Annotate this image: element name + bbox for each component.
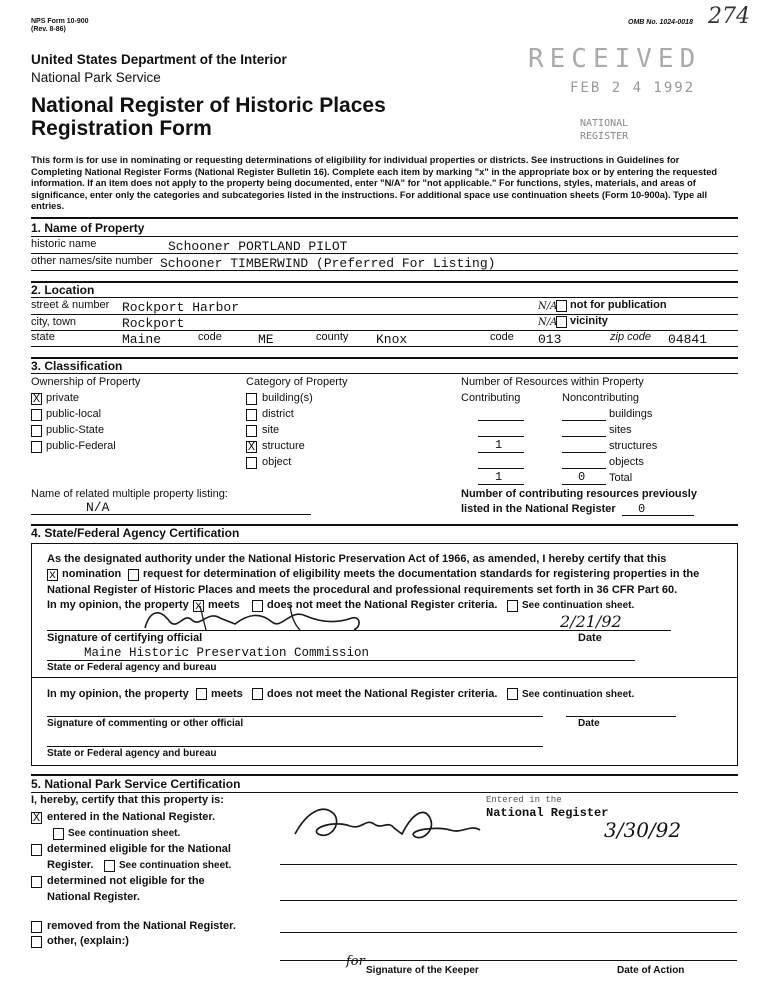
meets2-label: meets xyxy=(211,688,243,700)
category-district-checkbox[interactable] xyxy=(246,409,257,421)
divider xyxy=(47,630,671,631)
structures-contributing-value[interactable]: 1 xyxy=(495,438,503,452)
row-sites: sites xyxy=(609,424,632,436)
section-4-heading: 4. State/Federal Agency Certification xyxy=(31,526,240,540)
entered-continuation-checkbox[interactable] xyxy=(53,828,64,840)
keeper-for-prefix: for xyxy=(346,954,365,969)
ownership-public-federal-label: public-Federal xyxy=(46,440,116,452)
divider xyxy=(478,452,524,453)
date-of-action-label: Date of Action xyxy=(617,965,685,976)
stamp-register-line1: NATIONAL xyxy=(580,118,629,129)
eligible-continuation-checkbox[interactable] xyxy=(104,860,115,872)
determined-eligible-checkbox[interactable] xyxy=(31,844,42,856)
divider xyxy=(31,373,738,374)
divider xyxy=(478,468,524,469)
divider xyxy=(31,774,738,776)
divider xyxy=(280,900,737,901)
category-district-label: district xyxy=(262,408,294,420)
divider xyxy=(478,484,524,485)
na-publication: N/A xyxy=(538,301,558,312)
section-2-heading: 2. Location xyxy=(31,283,95,297)
ownership-public-local-label: public-local xyxy=(46,408,102,420)
continuation-label: See continuation sheet. xyxy=(522,600,635,611)
determined-eligible-label-2: Register. xyxy=(47,859,94,871)
divider xyxy=(47,746,543,747)
form-subtitle: Registration Form xyxy=(31,117,212,140)
opinion2-label: In my opinion, the property xyxy=(47,688,189,700)
row-objects: objects xyxy=(609,456,644,468)
other-names-label: other names/site number xyxy=(31,255,153,267)
certify-statement: I, hereby, certify that this property is: xyxy=(31,794,224,806)
divider xyxy=(31,514,311,515)
received-stamp xyxy=(528,42,708,100)
divider xyxy=(566,716,676,717)
multiple-listing-value[interactable]: N/A xyxy=(86,500,110,515)
nomination-label: nomination xyxy=(62,568,122,580)
divider xyxy=(31,314,738,315)
divider xyxy=(562,468,606,469)
meets-checkbox[interactable]: x xyxy=(194,599,203,613)
ownership-public-state-label: public-State xyxy=(46,424,105,436)
ownership-public-federal-checkbox[interactable] xyxy=(31,441,42,453)
ownership-private-label: private xyxy=(46,392,80,404)
divider xyxy=(31,677,738,678)
category-buildings-checkbox[interactable] xyxy=(246,393,257,405)
cert-line2: request for determination of eligibility meets the documentation standards for registering properties in the xyxy=(143,568,700,580)
city-label: city, town xyxy=(31,316,77,328)
entered-checkbox[interactable]: X xyxy=(32,811,41,825)
handwritten-number: 274 xyxy=(708,4,750,29)
divider xyxy=(31,270,738,271)
state-code-label: code xyxy=(198,331,222,343)
category-buildings-label: building(s) xyxy=(262,392,313,404)
row-total: Total xyxy=(609,472,633,484)
meets-label: meets xyxy=(208,599,240,611)
does-not-meet2-label: does not meet the National Register criteria. xyxy=(267,688,498,700)
nomination-checkbox[interactable]: x xyxy=(48,568,57,582)
entered-stamp-line1: Entered in the xyxy=(486,795,562,805)
vicinity-checkbox[interactable] xyxy=(556,316,567,328)
divider xyxy=(280,932,737,933)
department-name: United States Department of the Interior xyxy=(31,52,287,67)
cert-date-label: Date xyxy=(578,632,602,644)
previously-listed-value[interactable]: 0 xyxy=(638,502,646,516)
divider xyxy=(47,716,543,717)
category-site-label: site xyxy=(262,424,280,436)
ownership-public-state-checkbox[interactable] xyxy=(31,425,42,437)
commenting-date-label: Date xyxy=(578,718,600,729)
street-value[interactable]: Rockport Harbor xyxy=(122,300,240,315)
cert-line3: National Register of Historic Places and meets the procedural and professional requirements set forth in 36 CFR Part 60. xyxy=(47,584,678,596)
city-value[interactable]: Rockport xyxy=(122,316,185,331)
county-value[interactable]: Knox xyxy=(376,332,408,347)
historic-name-label: historic name xyxy=(31,238,97,250)
section-3-heading: 3. Classification xyxy=(31,359,123,373)
category-object-label: object xyxy=(262,456,292,468)
noncontributing-heading: Noncontributing xyxy=(562,392,640,404)
total-contributing-value[interactable]: 1 xyxy=(495,470,503,484)
omb-number: OMB No. 1024-0018 xyxy=(628,19,693,26)
agency-value[interactable]: Maine Historic Preservation Commission xyxy=(84,646,370,660)
ownership-public-local-checkbox[interactable] xyxy=(31,409,42,421)
cert-line1: As the designated authority under the National Historic Preservation Act of 1966, as amended, I hereby certify that this xyxy=(47,553,667,565)
commenting-signature-label: Signature of commenting or other official xyxy=(47,718,244,729)
not-for-publication-checkbox[interactable] xyxy=(556,300,567,312)
request-checkbox[interactable] xyxy=(128,569,139,581)
ownership-heading: Ownership of Property xyxy=(31,376,141,388)
stamp-register-line2: REGISTER xyxy=(580,131,629,142)
divider xyxy=(31,217,738,219)
divider xyxy=(478,420,524,421)
determined-not-eligible-label-1: determined not eligible for the xyxy=(47,875,205,887)
continuation-checkbox[interactable] xyxy=(507,600,518,612)
meets2-checkbox[interactable] xyxy=(196,688,207,700)
cert-date-value[interactable]: 2/21/92 xyxy=(560,612,622,631)
divider xyxy=(47,660,635,661)
total-noncontributing-value[interactable]: 0 xyxy=(578,470,586,484)
removed-checkbox[interactable] xyxy=(31,921,42,933)
certifying-signature-label: Signature of certifying official xyxy=(47,632,203,644)
divider xyxy=(31,297,738,298)
intro-instructions: This form is for use in nominating or requesting determinations of eligibility for individual properties or districts. See instructions in Guidelines for Completing National Register Forms (National Register Bulletin 16). Complete each item by marking "x" in the appropriate box or by entering the requested information. If an item does not apply to the property being documented, enter "N/A" for "not applicable." For functions, styles, materials, and areas of significance, enter only the categories and subcategories listed in the instructions. For additional space use continuation sheets (Form 10-900a). Type all entries. xyxy=(31,155,718,211)
category-structure-label: structure xyxy=(262,440,305,452)
divider xyxy=(31,236,738,237)
determined-not-eligible-checkbox[interactable] xyxy=(31,876,42,888)
divider xyxy=(31,357,738,359)
divider xyxy=(562,420,606,421)
eligible-continuation-label: See continuation sheet. xyxy=(119,860,232,871)
divider xyxy=(478,436,524,437)
county-code-value[interactable]: 013 xyxy=(538,332,562,347)
agency-label: State or Federal agency and bureau xyxy=(47,662,217,673)
previously-listed-label-2: listed in the National Register xyxy=(461,503,616,515)
state-value[interactable]: Maine xyxy=(122,332,162,347)
category-heading: Category of Property xyxy=(246,376,348,388)
resources-heading: Number of Resources within Property xyxy=(461,376,644,388)
historic-name-value[interactable]: Schooner PORTLAND PILOT xyxy=(168,239,348,254)
stamp-received-text: RECEIVED xyxy=(528,44,702,74)
zip-label: zip code xyxy=(610,331,651,343)
service-name: National Park Service xyxy=(31,70,161,85)
form-number: NPS Form 10-900 xyxy=(31,18,89,25)
na-vicinity: N/A xyxy=(538,317,558,328)
category-object-checkbox[interactable] xyxy=(246,457,257,469)
section-5-heading: 5. National Park Service Certification xyxy=(31,777,241,791)
continuation2-checkbox[interactable] xyxy=(507,688,518,700)
entered-continuation-label: See continuation sheet. xyxy=(68,828,181,839)
keeper-signature-label: Signature of the Keeper xyxy=(366,965,479,976)
keeper-date-value[interactable]: 3/30/92 xyxy=(604,818,682,842)
other-checkbox[interactable] xyxy=(31,936,42,948)
street-label: street & number xyxy=(31,299,110,311)
entered-stamp-line2: National Register xyxy=(486,806,609,820)
contributing-heading: Contributing xyxy=(461,392,521,404)
state-label: state xyxy=(31,331,55,343)
divider xyxy=(31,792,738,793)
divider xyxy=(31,281,738,283)
determined-eligible-label-1: determined eligible for the National xyxy=(47,843,231,855)
continuation2-label: See continuation sheet. xyxy=(522,689,635,700)
form-revision: (Rev. 8-86) xyxy=(31,26,66,33)
section-1-heading: 1. Name of Property xyxy=(31,221,145,235)
divider xyxy=(31,253,738,254)
multiple-listing-label: Name of related multiple property listing: xyxy=(31,488,228,500)
not-for-publication-label: not for publication xyxy=(570,299,667,311)
opinion-label: In my opinion, the property xyxy=(47,599,189,611)
row-structures: structures xyxy=(609,440,658,452)
divider xyxy=(622,515,694,516)
divider xyxy=(562,484,606,485)
divider xyxy=(280,864,737,865)
county-code-label: code xyxy=(490,331,514,343)
removed-label: removed from the National Register. xyxy=(47,920,236,932)
other-label: other, (explain:) xyxy=(47,935,129,947)
ownership-private-checkbox[interactable]: X xyxy=(32,392,41,406)
keeper-signature xyxy=(290,800,500,848)
vicinity-label: vicinity xyxy=(570,315,608,327)
county-label: county xyxy=(316,331,349,343)
previously-listed-label-1: Number of contributing resources previously xyxy=(461,488,697,500)
agency2-label: State or Federal agency and bureau xyxy=(47,748,217,759)
category-structure-checkbox[interactable]: X xyxy=(247,440,256,454)
state-code-value[interactable]: ME xyxy=(258,332,274,347)
does-not-meet-label: does not meet the National Register criteria. xyxy=(267,599,498,611)
other-names-value[interactable]: Schooner TIMBERWIND (Preferred For Listing) xyxy=(160,256,496,271)
does-not-meet2-checkbox[interactable] xyxy=(252,688,263,700)
category-site-checkbox[interactable] xyxy=(246,425,257,437)
divider xyxy=(31,346,738,347)
divider xyxy=(562,452,606,453)
zip-value[interactable]: 04841 xyxy=(668,332,708,347)
row-buildings: buildings xyxy=(609,408,653,420)
stamp-date: FEB 2 4 1992 xyxy=(570,80,696,96)
form-title: National Register of Historic Places xyxy=(31,94,386,117)
divider xyxy=(562,436,606,437)
determined-not-eligible-label-2: National Register. xyxy=(47,891,140,903)
entered-label: entered in the National Register. xyxy=(47,811,216,823)
